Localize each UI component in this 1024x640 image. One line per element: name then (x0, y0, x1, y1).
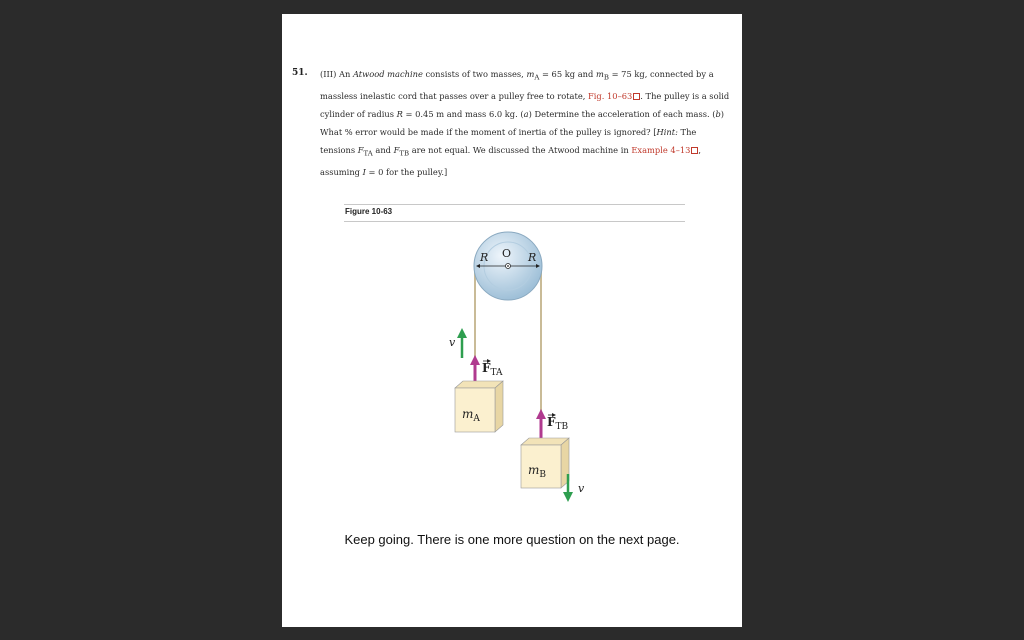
tension-label-b: $F_{TB}$ (547, 415, 569, 432)
figure-link[interactable]: Fig. 10–63 (588, 90, 633, 101)
figure-rule-bottom (344, 221, 685, 222)
tension-arrow-b-head (536, 409, 546, 419)
figure-label: Figure 10-63 (345, 207, 393, 216)
block-a-side (495, 381, 503, 432)
mass-label-b: $m_B$ (528, 463, 547, 480)
problem-number: 51. (292, 68, 308, 78)
velocity-arrow-up-head (457, 328, 467, 338)
axle-center (507, 265, 509, 267)
velocity-arrow-down-head (563, 492, 573, 502)
figure-rule-top (344, 204, 685, 205)
radius-label-left: R (480, 251, 489, 264)
document-page (282, 14, 742, 627)
atwood-figure (422, 226, 602, 506)
problem-text: (III) An Atwood machine consists of two masses, $m_A = 65$ kg and $m_B = 75$ kg, connected by a massless inelastic cord that passes over a pulley free to rotate, Fig. 10–63 . The pulley is a solid cylinder of radius R = 0.45 m and mass 6.0 kg. (a) Determine the acceleration of each mass. (b) What % error would be made if the moment of inertia of the pulley is ignored? [Hint: The tensions $F_{TA}$ and $F_{TB}$ are not equal. We discussed the Atwood machine in Example 4–13 , assuming I = 0 for the pulley.] (320, 69, 730, 178)
velocity-label-right: v (578, 482, 585, 495)
radius-label-right: R (528, 251, 537, 264)
velocity-label-left: v (449, 336, 456, 349)
tension-label-a: $F_{TA}$ (482, 361, 503, 378)
example-link[interactable]: Example 4–13 (631, 145, 691, 156)
center-label: O (502, 247, 512, 260)
block-a (455, 388, 495, 432)
mass-label-a: $m_A$ (462, 407, 480, 424)
footer-note: Keep going. There is one more question on the next page. (344, 532, 680, 547)
tension-arrow-a-head (470, 355, 480, 365)
block-b (521, 445, 561, 488)
